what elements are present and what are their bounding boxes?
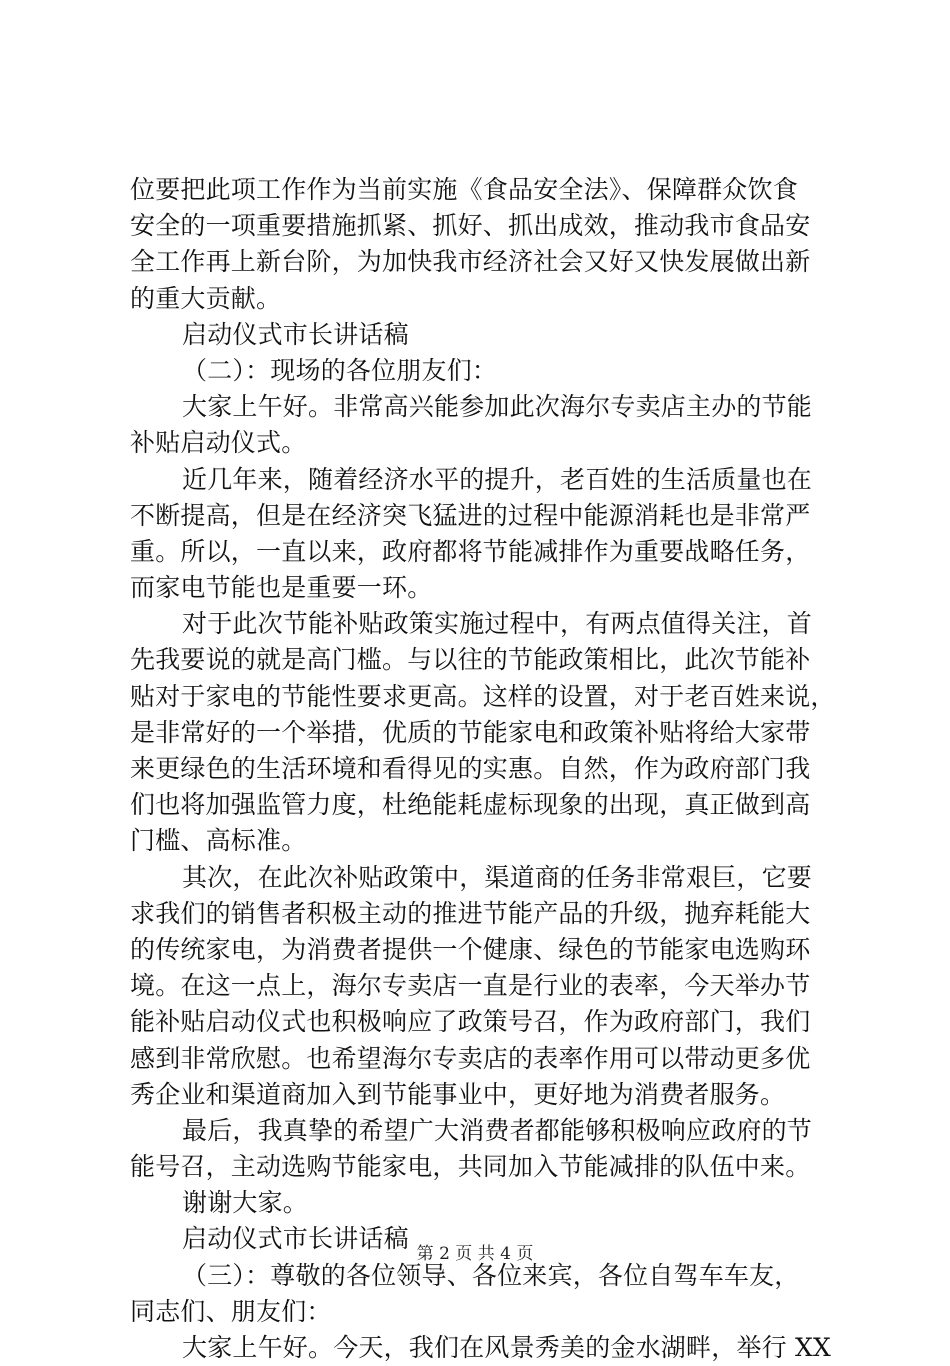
text-line: 安全的一项重要措施抓紧、抓好、抓出成效，推动我市食品安 [130, 211, 811, 241]
text-line: 启动仪式市长讲话稿 [182, 1224, 409, 1254]
text-line: 近几年来，随着经济水平的提升，老百姓的生活质量也在 [182, 464, 813, 494]
text-line: 启动仪式市长讲话稿 [182, 319, 409, 349]
text-line: 先我要说的就是高门槛。与以往的节能政策相比，此次节能补 [130, 645, 811, 675]
page-footer: 第 2 页 共 4 页 [416, 1244, 534, 1264]
text-line: 的传统家电，为消费者提供一个健康、绿色的节能家电选购环 [130, 934, 811, 964]
text-line: 全工作再上新台阶，为加快我市经济社会又好又快发展做出新 [130, 247, 811, 277]
text-line: 贴对于家电的节能性要求更高。这样的设置，对于老百姓来说， [130, 681, 836, 711]
text-line: 的重大贡献。 [130, 283, 282, 313]
document-body [130, 172, 836, 1366]
text-line: 其次，在此次补贴政策中，渠道商的任务非常艰巨，它要 [182, 862, 813, 892]
text-line: 来更绿色的生活环境和看得见的实惠。自然，作为政府部门我 [130, 754, 811, 783]
text-line: 门槛、高标准。 [130, 826, 307, 856]
text-line: 最后，我真挚的希望广大消费者都能够积极响应政府的节 [182, 1115, 813, 1145]
text-line: 大家上午好。今天，我们在风景秀美的金水湖畔，举行 XX [182, 1333, 831, 1362]
text-line: 补贴启动仪式。 [130, 428, 307, 458]
text-line: 秀企业和渠道商加入到节能事业中，更好地为消费者服务。 [130, 1079, 786, 1109]
text-line: 位要把此项工作作为当前实施《食品安全法》、保障群众饮食 [130, 175, 798, 204]
text-line: 同志们、朋友们： [130, 1296, 332, 1326]
text-line: 境。在这一点上，海尔专卖店一直是行业的表率，今天举办节 [130, 971, 811, 1001]
text-line: 求我们的销售者积极主动的推进节能产品的升级，抛弃耗能大 [130, 898, 811, 928]
text-line: 不断提高，但是在经济突飞猛进的过程中能源消耗也是非常严 [130, 500, 811, 530]
text-line: 大家上午好。非常高兴能参加此次海尔专卖店主办的节能 [182, 392, 813, 422]
text-line: （二）：现场的各位朋友们： [182, 355, 498, 385]
text-line: 们也将加强监管力度，杜绝能耗虚标现象的出现，真正做到高 [130, 790, 811, 820]
text-line: 感到非常欣慰。也希望海尔专卖店的表率作用可以带动更多优 [130, 1043, 811, 1073]
text-line: 对于此次节能补贴政策实施过程中，有两点值得关注，首 [182, 609, 813, 639]
text-line: 是非常好的一个举措，优质的节能家电和政策补贴将给大家带 [130, 717, 811, 747]
text-line: 能补贴启动仪式也积极响应了政策号召，作为政府部门，我们 [130, 1007, 811, 1037]
text-line: 能号召，主动选购节能家电，共同加入节能减排的队伍中来。 [130, 1152, 811, 1182]
text-line: 谢谢大家。 [182, 1188, 309, 1218]
text-line: 而家电节能也是重要一环。 [130, 573, 433, 603]
text-line: 重。所以，一直以来，政府都将节能减排作为重要战略任务， [130, 536, 811, 566]
text-line: （三）：尊敬的各位领导、各位来宾，各位自驾车车友， [182, 1260, 800, 1290]
